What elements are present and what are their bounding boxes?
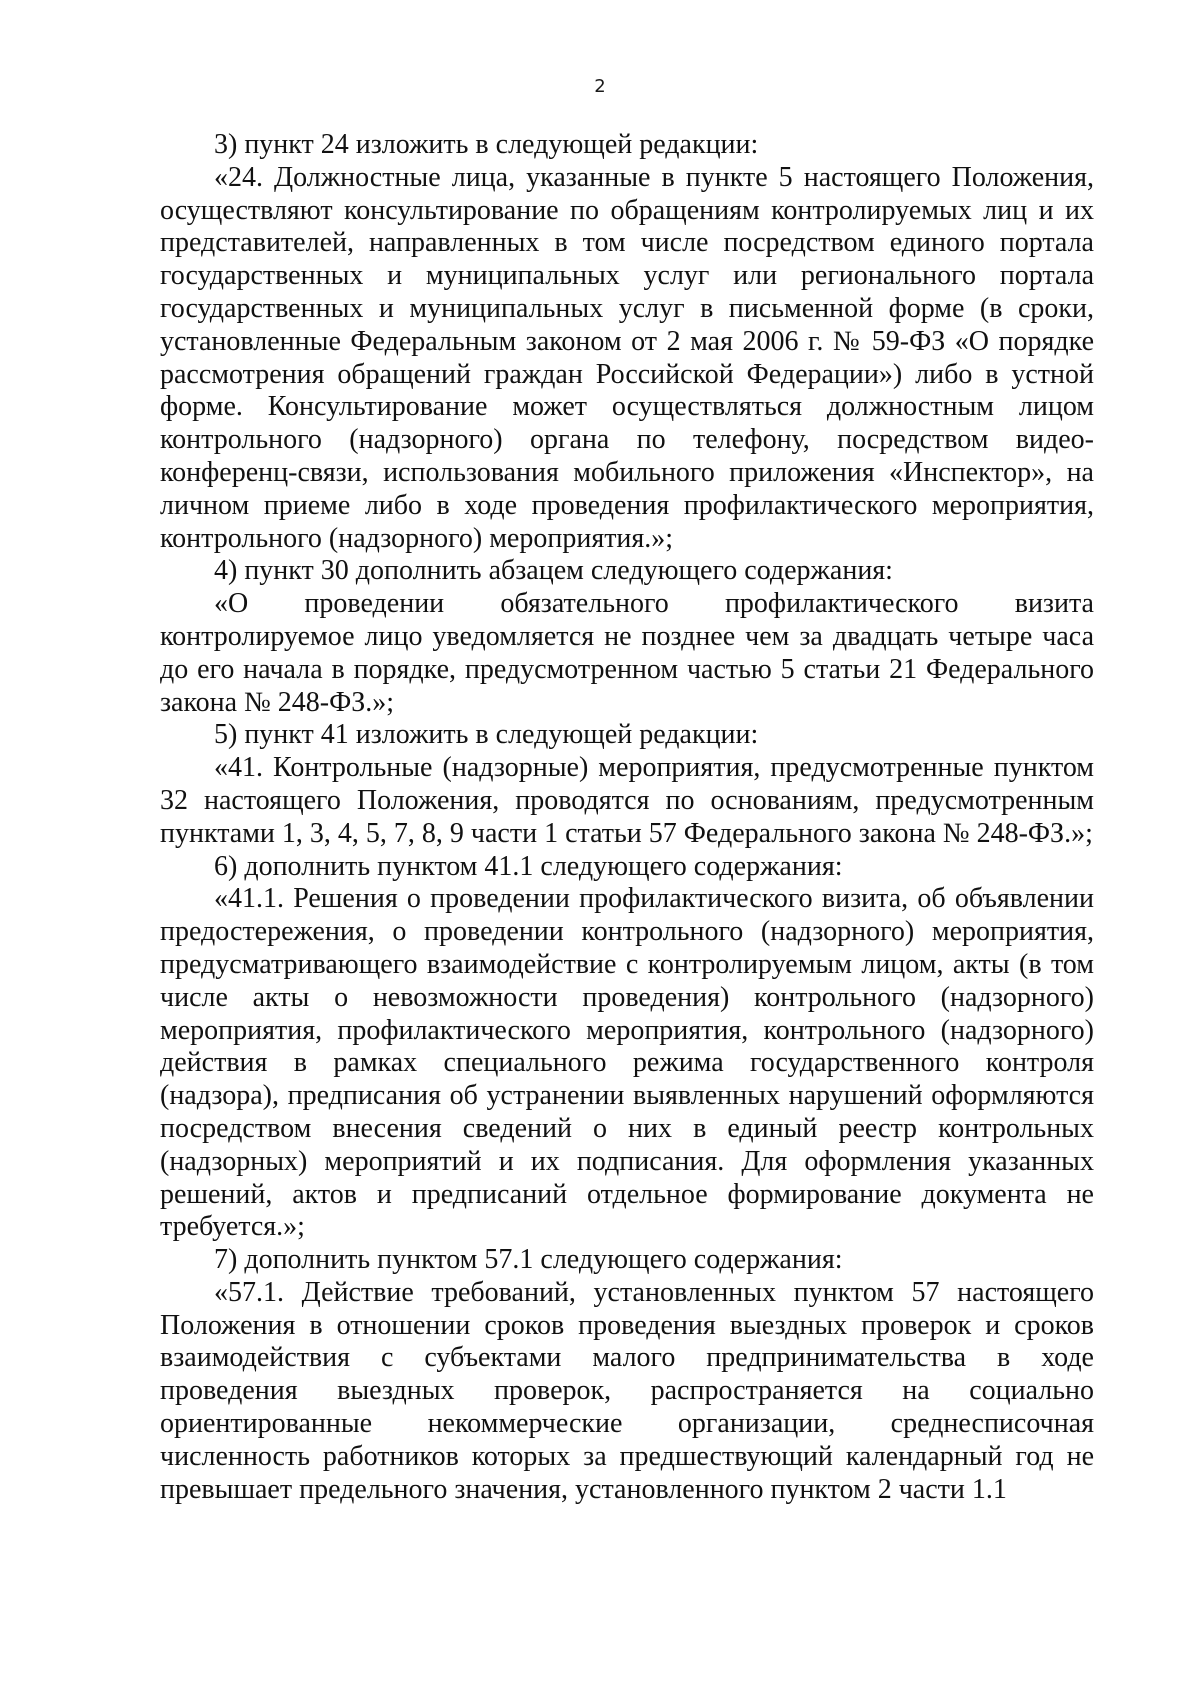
amendment-item-7: 7) дополнить пунктом 57.1 следующего содержания: [214, 1244, 843, 1276]
amendment-text-30: «О проведении обязательного профилактического визита контролируемое лицо уведомляется не позднее чем за двадцать четыре часа до его начала в порядке, предусмотренном частью 5 статьи 21 Федерального закона № 248-ФЗ.»; [160, 588, 1094, 718]
amendment-item-5: 5) пункт 41 изложить в следующей редакции: [214, 719, 759, 751]
amendment-text-41: «41. Контрольные (надзорные) мероприятия, предусмотренные пунктом 32 настоящего Положения, проводятся по основаниям, предусмотренным пунктами 1, 3, 4, 5, 7, 8, 9 части 1 статьи 57 Федерального закона № 248-ФЗ.»; [160, 752, 1094, 849]
amendment-item-3: 3) пункт 24 изложить в следующей редакции: [214, 129, 759, 160]
amendment-item-6: 6) дополнить пунктом 41.1 следующего содержания: [214, 850, 843, 882]
amendment-text-57-1: «57.1. Действие требований, установленных пунктом 57 настоящего Положения в отношении сроков проведения выездных проверок и сроков взаимодействия с субъектами малого предпринимательства в ходе проведения выездных проверок, распространяется на социально ориентированные некоммерческие организации, среднесписочная численность работников которых за предшествующий календарный год не превышает предельного значения, установленного пунктом 2 части 1.1 [160, 1276, 1094, 1505]
document-body [160, 129, 1094, 1506]
page-number: 2 [594, 76, 606, 97]
amendment-item-4: 4) пункт 30 дополнить абзацем следующего содержания: [214, 555, 893, 587]
amendment-text-41-1: «41.1. Решения о проведении профилактического визита, об объявлении предостережения, о проведении контрольного (надзорного) мероприятия, предусматривающего взаимодействие с контролируемым лицом, акты (в том числе акты о невозможности проведения) контрольного (надзорного) мероприятия, профилактического мероприятия, контрольного (надзорного) действия в рамках специального режима государственного контроля (надзора), предписания об устранении выявленных нарушений оформляются посредством внесения сведений о них в единый реестр контрольных (надзорных) мероприятий и их подписания. Для оформления указанных решений, актов и предписаний отдельное формирование документа не требуется.»; [160, 883, 1094, 1243]
amendment-text-24: «24. Должностные лица, указанные в пункте 5 настоящего Положения, осуществляют консультирование по обращениям контролируемых лиц и их представителей, направленных в том числе посредством единого портала государственных и муниципальных услуг или регионального портала государственных и муниципальных услуг в письменной форме (в сроки, установленные Федеральным законом от 2 мая 2006 г. № 59-ФЗ «О порядке рассмотрения обращений граждан Российской Федерации») либо в устной форме. Консультирование может осуществляться должностным лицом контрольного (надзорного) органа по телефону, посредством видео-конференц-связи, использования мобильного приложения «Инспектор», на личном приеме либо в ходе проведения профилактического мероприятия, контрольного (надзорного) мероприятия.»; [160, 161, 1094, 554]
